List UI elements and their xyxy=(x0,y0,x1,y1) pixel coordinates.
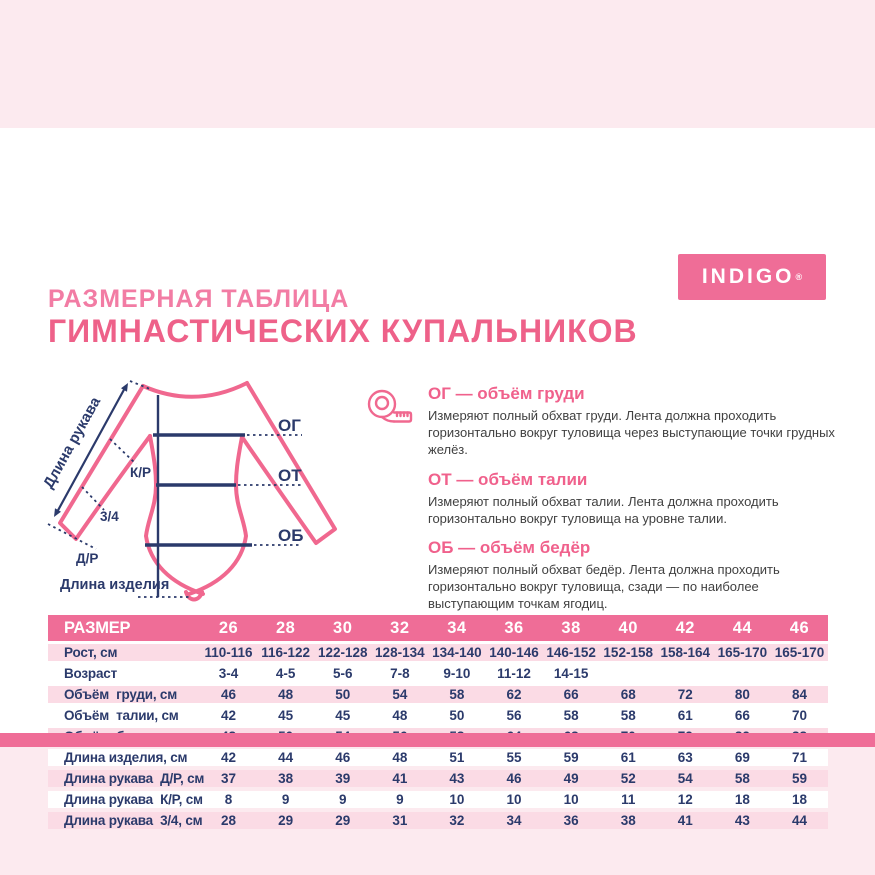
size-column-header: 46 xyxy=(789,618,810,637)
table-cell: 37 xyxy=(221,771,237,786)
definition-term: ОГ — объём груди xyxy=(428,384,585,403)
table-cell: 58 xyxy=(563,708,579,723)
table-cell: 66 xyxy=(734,708,750,723)
table-cell: 110-116 xyxy=(204,645,253,660)
table-cell: 128-134 xyxy=(375,645,425,660)
table-cell: 31 xyxy=(392,813,408,828)
table-cell: 4-5 xyxy=(275,666,296,681)
table-cell: 56 xyxy=(506,708,522,723)
table-cell: 72 xyxy=(677,687,693,702)
row-label: Длина рукава 3/4, см xyxy=(64,813,203,828)
table-cell: 152-158 xyxy=(603,645,653,660)
definition-block xyxy=(428,384,840,459)
table-cell: 58 xyxy=(620,708,636,723)
long-sleeve-label: Д/Р xyxy=(76,551,99,566)
table-cell: 18 xyxy=(734,792,750,807)
table-cell: 38 xyxy=(620,813,636,828)
table-row xyxy=(48,665,828,682)
measuring-tape-icon xyxy=(366,384,414,432)
row-label: Длина изделия, см xyxy=(64,750,188,765)
row-label: Объём талии, см xyxy=(64,708,179,723)
table-cell: 14-15 xyxy=(553,666,589,681)
table-cell: 50 xyxy=(335,687,351,702)
table-cell: 116-122 xyxy=(261,645,311,660)
table-cell: 70 xyxy=(791,708,807,723)
size-column-header: 28 xyxy=(275,618,296,637)
waist-label: ОТ xyxy=(278,466,302,485)
table-cell: 11-12 xyxy=(497,666,531,681)
definition-term: ОТ — объём талии xyxy=(428,469,588,489)
definition-block xyxy=(428,470,840,528)
table-cell: 54 xyxy=(677,771,693,786)
table-cell: 48 xyxy=(392,708,408,723)
table-cell: 52 xyxy=(620,771,636,786)
table-cell: 54 xyxy=(392,687,408,702)
row-label: Длина рукава Д/Р, см xyxy=(64,771,205,786)
page-title xyxy=(48,286,638,349)
table-cell: 59 xyxy=(791,771,807,786)
table-cell: 55 xyxy=(506,750,522,765)
table-cell: 48 xyxy=(278,687,294,702)
size-column-header: 36 xyxy=(504,618,524,637)
table-cell: 41 xyxy=(392,771,408,786)
table-cell: 8 xyxy=(224,792,233,807)
size-column-header: 34 xyxy=(447,618,467,637)
table-cell: 10 xyxy=(563,792,579,807)
table-cell: 84 xyxy=(791,687,807,702)
table-cell: 34 xyxy=(506,813,522,828)
table-cell: 68 xyxy=(620,687,636,702)
table-cell: 39 xyxy=(335,771,351,786)
size-column-header: 30 xyxy=(333,618,353,637)
table-cell: 140-146 xyxy=(489,645,539,660)
table-cell: 9-10 xyxy=(443,666,471,681)
table-cell: 122-128 xyxy=(317,645,368,660)
table-cell: 80 xyxy=(734,687,750,702)
table-cell: 9 xyxy=(281,792,290,807)
table-cell: 3-4 xyxy=(218,666,239,681)
table-cell: 12 xyxy=(677,792,693,807)
brand-logo xyxy=(678,254,826,300)
page-title-line2: ГИМНАСТИЧЕСКИХ КУПАЛЬНИКОВ xyxy=(48,313,638,350)
bottom-accent-stripe xyxy=(0,733,875,747)
table-cell: 66 xyxy=(563,687,579,702)
row-label: Рост, см xyxy=(64,645,118,660)
table-cell: 45 xyxy=(278,708,294,723)
table-cell: 28 xyxy=(221,813,237,828)
table-cell: 10 xyxy=(506,792,522,807)
table-cell: 44 xyxy=(791,813,807,828)
table-cell: 46 xyxy=(506,771,522,786)
registered-mark-icon: ® xyxy=(795,272,803,282)
table-cell: 158-164 xyxy=(660,645,711,660)
table-cell: 58 xyxy=(734,771,750,786)
size-column-header: 44 xyxy=(732,618,753,637)
size-column-header: 26 xyxy=(218,618,239,637)
content-area xyxy=(0,128,875,828)
definition-block xyxy=(428,538,840,613)
table-cell: 32 xyxy=(449,813,465,828)
row-label: Длина рукава К/Р, см xyxy=(64,792,203,807)
table-cell: 41 xyxy=(677,813,693,828)
row-label: Возраст xyxy=(64,666,118,681)
table-cell: 10 xyxy=(449,792,465,807)
table-cell: 18 xyxy=(791,792,807,807)
size-table xyxy=(48,615,828,833)
three-quarter-sleeve-label: 3/4 xyxy=(100,509,119,524)
measurement-definitions xyxy=(428,384,840,624)
table-cell: 165-170 xyxy=(774,645,825,660)
table-cell: 50 xyxy=(449,708,465,723)
size-column-header: 32 xyxy=(390,618,410,637)
size-table-header xyxy=(48,615,828,641)
definition-description: Измеряют полный обхват бедёр. Лента должна проходить горизонтально вокруг туловища, сзади — по наиболее выступающим точкам ягодиц. xyxy=(428,562,780,612)
table-cell: 146-152 xyxy=(546,645,596,660)
table-cell: 11 xyxy=(621,792,636,807)
table-cell: 46 xyxy=(221,687,237,702)
size-column-header: 38 xyxy=(561,618,581,637)
table-row xyxy=(48,812,828,829)
size-table-header-label: РАЗМЕР xyxy=(64,618,131,637)
table-row xyxy=(48,791,828,808)
table-cell: 49 xyxy=(563,771,579,786)
leotard-measurement-diagram xyxy=(40,373,370,609)
table-cell: 45 xyxy=(335,708,351,723)
table-cell: 42 xyxy=(221,708,237,723)
table-row xyxy=(48,686,828,703)
definition-description: Измеряют полный обхват груди. Лента должна проходить горизонтально вокруг туловища через выступающие точки грудных желёз. xyxy=(428,408,835,457)
table-row xyxy=(48,644,828,661)
table-cell: 58 xyxy=(449,687,465,702)
table-row xyxy=(48,749,828,766)
definition-description: Измеряют полный обхват талии. Лента должна проходить горизонтально вокруг туловища на уровне талии. xyxy=(428,493,779,526)
table-cell: 46 xyxy=(335,750,351,765)
table-cell: 61 xyxy=(677,708,693,723)
table-cell: 29 xyxy=(335,813,351,828)
table-cell: 7-8 xyxy=(390,666,410,681)
row-label: Объём груди, см xyxy=(64,687,178,702)
table-cell: 134-140 xyxy=(432,645,482,660)
definition-term: ОБ — объём бедёр xyxy=(428,538,591,558)
table-cell: 71 xyxy=(791,750,807,765)
table-cell: 9 xyxy=(338,792,347,807)
table-row xyxy=(48,707,828,724)
table-cell: 59 xyxy=(563,750,579,765)
size-column-header: 42 xyxy=(675,618,695,637)
table-cell: 165-170 xyxy=(717,645,768,660)
table-cell: 43 xyxy=(449,771,465,786)
brand-logo-text: INDIGO xyxy=(701,265,795,288)
table-cell: 5-6 xyxy=(332,666,353,681)
size-columns xyxy=(200,619,828,638)
page-title-line1: РАЗМЕРНАЯ ТАБЛИЦА xyxy=(48,285,350,313)
garment-length-label: Длина изделия xyxy=(60,577,170,593)
short-sleeve-label: К/Р xyxy=(130,465,151,480)
table-cell: 69 xyxy=(734,750,750,765)
table-cell: 9 xyxy=(396,792,404,807)
table-cell: 51 xyxy=(449,750,465,765)
hips-label: ОБ xyxy=(278,526,304,545)
sleeve-length-label: Длина рукава xyxy=(40,394,105,492)
table-cell: 48 xyxy=(392,750,408,765)
table-cell: 36 xyxy=(563,813,579,828)
table-cell: 29 xyxy=(278,813,294,828)
table-cell: 62 xyxy=(506,687,522,702)
table-row xyxy=(48,770,828,787)
table-cell: 61 xyxy=(620,750,636,765)
table-cell: 63 xyxy=(677,750,693,765)
table-cell: 44 xyxy=(278,750,294,765)
table-cell: 42 xyxy=(221,750,237,765)
size-column-header: 40 xyxy=(618,618,638,637)
chest-label: ОГ xyxy=(278,416,301,435)
table-cell: 38 xyxy=(278,771,294,786)
table-cell: 43 xyxy=(734,813,750,828)
